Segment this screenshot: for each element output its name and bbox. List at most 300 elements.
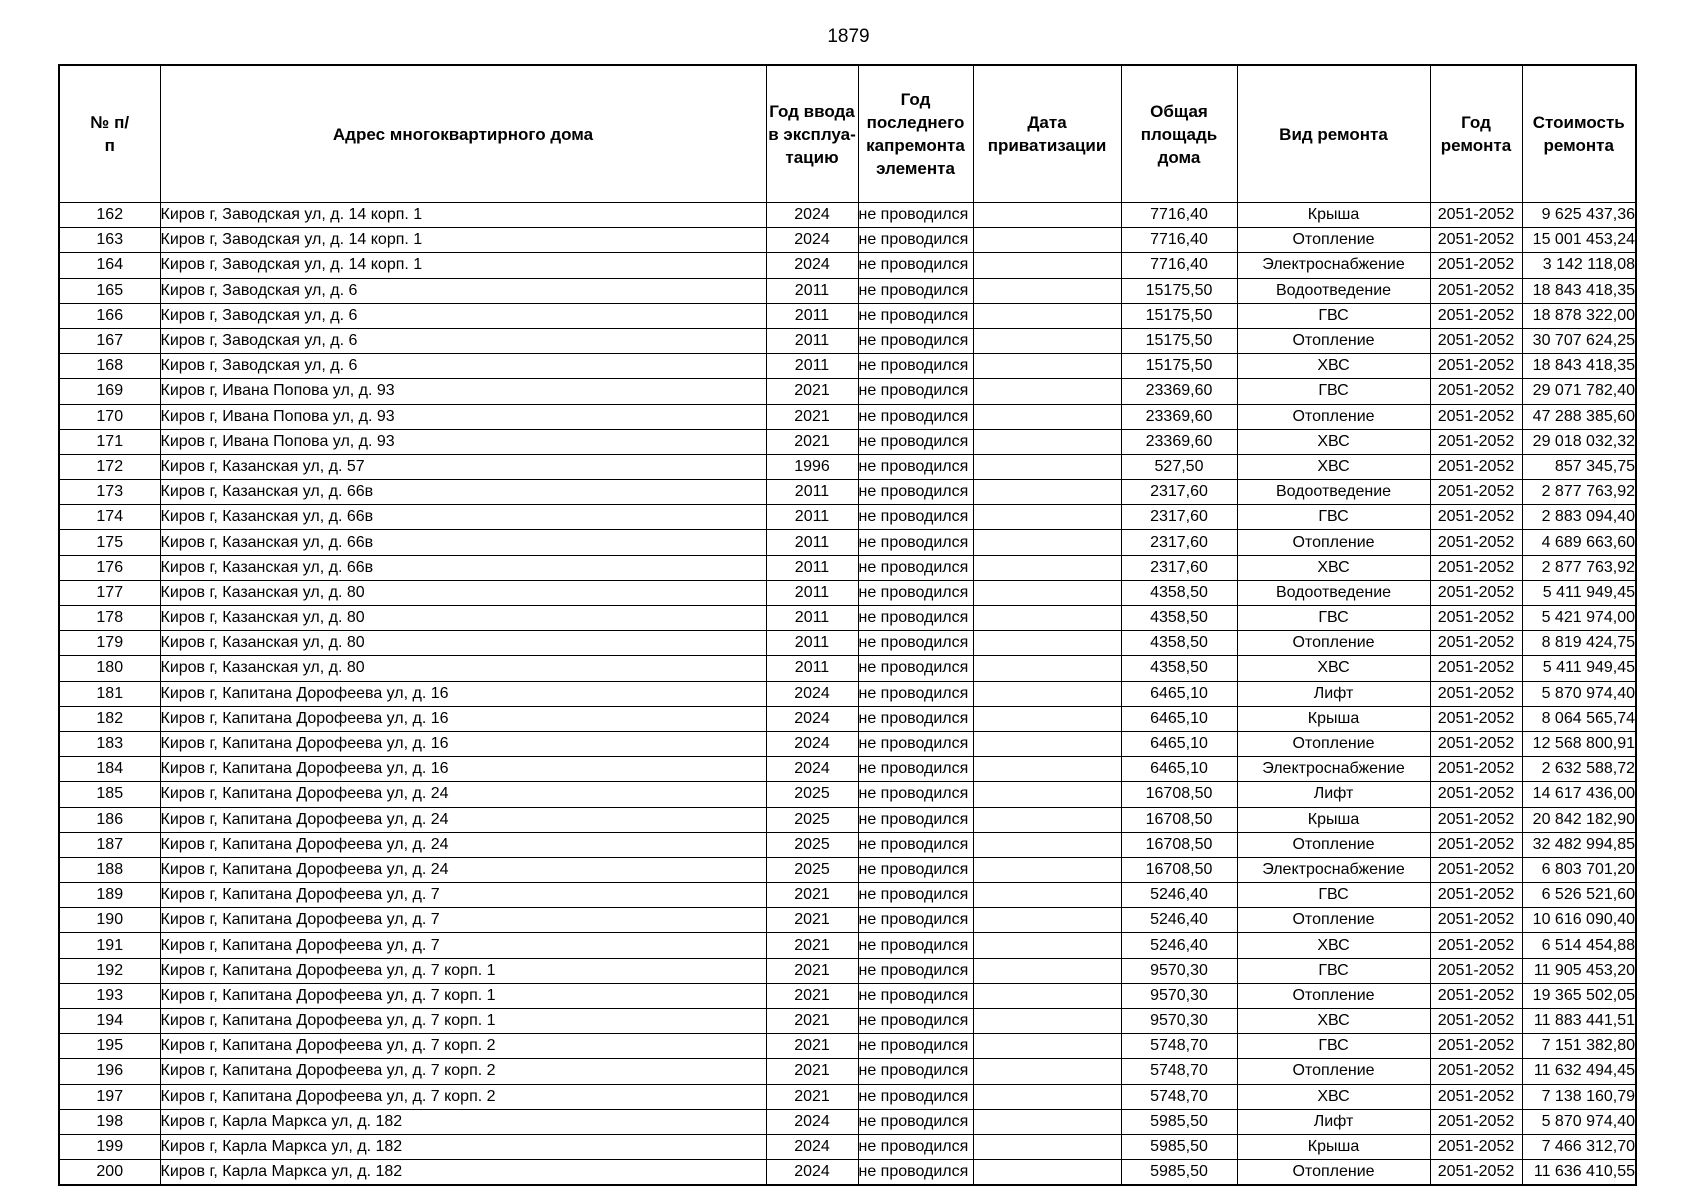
cell-num: 168: [59, 354, 160, 379]
cell-privatization: [973, 731, 1121, 756]
header-area: Общая площадь дома: [1121, 65, 1237, 203]
cell-num: 170: [59, 404, 160, 429]
cell-area: 16708,50: [1121, 782, 1237, 807]
cell-area: 5985,50: [1121, 1134, 1237, 1159]
cell-year-built: 1996: [766, 454, 858, 479]
table-row: [59, 555, 1636, 580]
cell-cost: 9 625 437,36: [1522, 203, 1636, 228]
table-row: [59, 454, 1636, 479]
cell-repair-type: Отопление: [1237, 404, 1430, 429]
cell-privatization: [973, 303, 1121, 328]
cell-num: 175: [59, 530, 160, 555]
cell-year-built: 2024: [766, 731, 858, 756]
cell-last-repair: не проводился: [858, 379, 973, 404]
cell-cost: 12 568 800,91: [1522, 731, 1636, 756]
cell-repair-year: 2051-2052: [1430, 731, 1522, 756]
cell-privatization: [973, 1034, 1121, 1059]
cell-address: Киров г, Заводская ул, д. 14 корп. 1: [160, 228, 766, 253]
cell-cost: 5 411 949,45: [1522, 580, 1636, 605]
cell-cost: 5 411 949,45: [1522, 656, 1636, 681]
cell-address: Киров г, Капитана Дорофеева ул, д. 7: [160, 883, 766, 908]
cell-privatization: [973, 203, 1121, 228]
table-row: [59, 1009, 1636, 1034]
table-row: [59, 908, 1636, 933]
cell-cost: 29 071 782,40: [1522, 379, 1636, 404]
table-row: [59, 983, 1636, 1008]
cell-privatization: [973, 253, 1121, 278]
table-row: [59, 656, 1636, 681]
cell-address: Киров г, Карла Маркса ул, д. 182: [160, 1134, 766, 1159]
cell-area: 23369,60: [1121, 404, 1237, 429]
cell-cost: 4 689 663,60: [1522, 530, 1636, 555]
cell-address: Киров г, Капитана Дорофеева ул, д. 24: [160, 782, 766, 807]
cell-last-repair: не проводился: [858, 1034, 973, 1059]
cell-num: 165: [59, 278, 160, 303]
table-row: [59, 782, 1636, 807]
cell-repair-type: Отопление: [1237, 1160, 1430, 1186]
cell-repair-year: 2051-2052: [1430, 706, 1522, 731]
cell-cost: 32 482 994,85: [1522, 832, 1636, 857]
cell-cost: 3 142 118,08: [1522, 253, 1636, 278]
cell-num: 179: [59, 631, 160, 656]
cell-area: 7716,40: [1121, 253, 1237, 278]
cell-last-repair: не проводился: [858, 555, 973, 580]
cell-last-repair: не проводился: [858, 505, 973, 530]
cell-repair-year: 2051-2052: [1430, 606, 1522, 631]
cell-address: Киров г, Казанская ул, д. 66в: [160, 480, 766, 505]
cell-repair-year: 2051-2052: [1430, 782, 1522, 807]
table-row: [59, 1059, 1636, 1084]
cell-num: 194: [59, 1009, 160, 1034]
cell-area: 2317,60: [1121, 480, 1237, 505]
cell-area: 5246,40: [1121, 908, 1237, 933]
cell-repair-type: Отопление: [1237, 1059, 1430, 1084]
cell-area: 23369,60: [1121, 379, 1237, 404]
cell-num: 189: [59, 883, 160, 908]
cell-address: Киров г, Казанская ул, д. 66в: [160, 505, 766, 530]
cell-last-repair: не проводился: [858, 1084, 973, 1109]
repair-table: [58, 64, 1637, 1186]
cell-repair-year: 2051-2052: [1430, 555, 1522, 580]
cell-year-built: 2024: [766, 203, 858, 228]
cell-num: 164: [59, 253, 160, 278]
cell-year-built: 2011: [766, 580, 858, 605]
cell-last-repair: не проводился: [858, 681, 973, 706]
cell-privatization: [973, 580, 1121, 605]
cell-year-built: 2021: [766, 958, 858, 983]
cell-area: 15175,50: [1121, 278, 1237, 303]
cell-num: 166: [59, 303, 160, 328]
cell-privatization: [973, 555, 1121, 580]
cell-address: Киров г, Ивана Попова ул, д. 93: [160, 429, 766, 454]
cell-repair-year: 2051-2052: [1430, 1134, 1522, 1159]
cell-privatization: [973, 404, 1121, 429]
cell-last-repair: не проводился: [858, 1109, 973, 1134]
cell-privatization: [973, 1084, 1121, 1109]
cell-repair-type: Лифт: [1237, 782, 1430, 807]
cell-repair-type: Отопление: [1237, 908, 1430, 933]
cell-area: 6465,10: [1121, 706, 1237, 731]
cell-year-built: 2025: [766, 857, 858, 882]
cell-repair-year: 2051-2052: [1430, 757, 1522, 782]
cell-num: 178: [59, 606, 160, 631]
cell-cost: 29 018 032,32: [1522, 429, 1636, 454]
cell-last-repair: не проводился: [858, 807, 973, 832]
cell-address: Киров г, Капитана Дорофеева ул, д. 7: [160, 908, 766, 933]
cell-address: Киров г, Капитана Дорофеева ул, д. 16: [160, 681, 766, 706]
cell-address: Киров г, Капитана Дорофеева ул, д. 7 корп. 1: [160, 958, 766, 983]
cell-year-built: 2021: [766, 983, 858, 1008]
cell-address: Киров г, Заводская ул, д. 6: [160, 278, 766, 303]
cell-repair-year: 2051-2052: [1430, 454, 1522, 479]
cell-year-built: 2011: [766, 555, 858, 580]
table-row: [59, 857, 1636, 882]
cell-privatization: [973, 832, 1121, 857]
cell-num: 186: [59, 807, 160, 832]
cell-repair-type: Электроснабжение: [1237, 757, 1430, 782]
cell-address: Киров г, Капитана Дорофеева ул, д. 7 корп. 2: [160, 1034, 766, 1059]
cell-year-built: 2025: [766, 807, 858, 832]
cell-repair-year: 2051-2052: [1430, 656, 1522, 681]
cell-address: Киров г, Капитана Дорофеева ул, д. 24: [160, 807, 766, 832]
cell-address: Киров г, Казанская ул, д. 57: [160, 454, 766, 479]
table-row: [59, 958, 1636, 983]
cell-privatization: [973, 328, 1121, 353]
cell-repair-year: 2051-2052: [1430, 631, 1522, 656]
cell-area: 7716,40: [1121, 203, 1237, 228]
header-year-built: Год ввода в эксплуа-тацию: [766, 65, 858, 203]
cell-last-repair: не проводился: [858, 404, 973, 429]
table-row: [59, 1034, 1636, 1059]
cell-year-built: 2021: [766, 1084, 858, 1109]
header-address: Адрес многоквартирного дома: [160, 65, 766, 203]
cell-repair-type: ГВС: [1237, 883, 1430, 908]
cell-repair-type: ГВС: [1237, 303, 1430, 328]
cell-last-repair: не проводился: [858, 656, 973, 681]
cell-repair-type: Водоотведение: [1237, 480, 1430, 505]
cell-repair-type: Отопление: [1237, 731, 1430, 756]
cell-repair-type: ГВС: [1237, 958, 1430, 983]
header-cost: Стоимость ремонта: [1522, 65, 1636, 203]
cell-area: 2317,60: [1121, 530, 1237, 555]
cell-address: Киров г, Карла Маркса ул, д. 182: [160, 1109, 766, 1134]
cell-area: 9570,30: [1121, 958, 1237, 983]
table-row: [59, 631, 1636, 656]
cell-privatization: [973, 983, 1121, 1008]
cell-cost: 11 636 410,55: [1522, 1160, 1636, 1186]
cell-repair-type: ХВС: [1237, 656, 1430, 681]
cell-repair-type: ХВС: [1237, 933, 1430, 958]
cell-address: Киров г, Ивана Попова ул, д. 93: [160, 404, 766, 429]
cell-cost: 11 632 494,45: [1522, 1059, 1636, 1084]
cell-num: 176: [59, 555, 160, 580]
cell-year-built: 2011: [766, 631, 858, 656]
cell-area: 16708,50: [1121, 857, 1237, 882]
cell-year-built: 2021: [766, 933, 858, 958]
cell-num: 177: [59, 580, 160, 605]
cell-num: 172: [59, 454, 160, 479]
cell-last-repair: не проводился: [858, 580, 973, 605]
cell-cost: 18 843 418,35: [1522, 278, 1636, 303]
cell-year-built: 2024: [766, 1134, 858, 1159]
cell-area: 5748,70: [1121, 1084, 1237, 1109]
header-privatization: Дата приватизации: [973, 65, 1121, 203]
cell-privatization: [973, 228, 1121, 253]
cell-cost: 30 707 624,25: [1522, 328, 1636, 353]
cell-cost: 20 842 182,90: [1522, 807, 1636, 832]
table-row: [59, 530, 1636, 555]
cell-cost: 10 616 090,40: [1522, 908, 1636, 933]
cell-address: Киров г, Капитана Дорофеева ул, д. 7 корп. 1: [160, 1009, 766, 1034]
cell-repair-year: 2051-2052: [1430, 404, 1522, 429]
cell-last-repair: не проводился: [858, 1009, 973, 1034]
cell-address: Киров г, Капитана Дорофеева ул, д. 16: [160, 731, 766, 756]
cell-repair-type: Крыша: [1237, 1134, 1430, 1159]
cell-num: 195: [59, 1034, 160, 1059]
cell-num: 185: [59, 782, 160, 807]
cell-last-repair: не проводился: [858, 832, 973, 857]
cell-address: Киров г, Заводская ул, д. 6: [160, 354, 766, 379]
cell-privatization: [973, 656, 1121, 681]
cell-year-built: 2011: [766, 328, 858, 353]
cell-repair-type: Лифт: [1237, 681, 1430, 706]
cell-repair-type: Отопление: [1237, 631, 1430, 656]
cell-repair-type: Крыша: [1237, 807, 1430, 832]
cell-privatization: [973, 379, 1121, 404]
table-row: [59, 681, 1636, 706]
cell-cost: 857 345,75: [1522, 454, 1636, 479]
table-row: [59, 933, 1636, 958]
cell-repair-type: Электроснабжение: [1237, 253, 1430, 278]
cell-area: 5246,40: [1121, 883, 1237, 908]
cell-year-built: 2024: [766, 706, 858, 731]
cell-last-repair: не проводился: [858, 1134, 973, 1159]
cell-last-repair: не проводился: [858, 933, 973, 958]
cell-area: 527,50: [1121, 454, 1237, 479]
cell-year-built: 2025: [766, 832, 858, 857]
cell-area: 4358,50: [1121, 631, 1237, 656]
cell-repair-year: 2051-2052: [1430, 1034, 1522, 1059]
cell-repair-year: 2051-2052: [1430, 1109, 1522, 1134]
cell-num: 182: [59, 706, 160, 731]
cell-num: 174: [59, 505, 160, 530]
cell-repair-year: 2051-2052: [1430, 832, 1522, 857]
cell-last-repair: не проводился: [858, 757, 973, 782]
cell-area: 4358,50: [1121, 606, 1237, 631]
cell-year-built: 2024: [766, 228, 858, 253]
cell-year-built: 2021: [766, 883, 858, 908]
cell-repair-type: ХВС: [1237, 555, 1430, 580]
cell-repair-type: Водоотведение: [1237, 278, 1430, 303]
cell-address: Киров г, Заводская ул, д. 14 корп. 1: [160, 253, 766, 278]
cell-address: Киров г, Капитана Дорофеева ул, д. 24: [160, 832, 766, 857]
cell-privatization: [973, 1109, 1121, 1134]
cell-repair-year: 2051-2052: [1430, 883, 1522, 908]
cell-num: 198: [59, 1109, 160, 1134]
cell-cost: 14 617 436,00: [1522, 782, 1636, 807]
cell-num: 173: [59, 480, 160, 505]
cell-address: Киров г, Капитана Дорофеева ул, д. 7 корп. 2: [160, 1084, 766, 1109]
table-row: [59, 1084, 1636, 1109]
cell-address: Киров г, Казанская ул, д. 80: [160, 580, 766, 605]
cell-privatization: [973, 1160, 1121, 1186]
table-row: [59, 580, 1636, 605]
cell-num: 187: [59, 832, 160, 857]
table-row: [59, 379, 1636, 404]
cell-last-repair: не проводился: [858, 354, 973, 379]
cell-area: 5985,50: [1121, 1109, 1237, 1134]
cell-address: Киров г, Казанская ул, д. 66в: [160, 555, 766, 580]
cell-last-repair: не проводился: [858, 706, 973, 731]
cell-repair-year: 2051-2052: [1430, 429, 1522, 454]
cell-cost: 2 883 094,40: [1522, 505, 1636, 530]
cell-repair-year: 2051-2052: [1430, 933, 1522, 958]
cell-address: Киров г, Карла Маркса ул, д. 182: [160, 1160, 766, 1186]
cell-repair-year: 2051-2052: [1430, 807, 1522, 832]
table-row: [59, 303, 1636, 328]
cell-area: 4358,50: [1121, 656, 1237, 681]
cell-num: 180: [59, 656, 160, 681]
cell-privatization: [973, 1059, 1121, 1084]
cell-privatization: [973, 681, 1121, 706]
cell-repair-type: Электроснабжение: [1237, 857, 1430, 882]
cell-num: 169: [59, 379, 160, 404]
cell-privatization: [973, 429, 1121, 454]
cell-num: 163: [59, 228, 160, 253]
cell-year-built: 2021: [766, 1034, 858, 1059]
table-row: [59, 731, 1636, 756]
cell-privatization: [973, 278, 1121, 303]
cell-area: 5748,70: [1121, 1059, 1237, 1084]
cell-last-repair: не проводился: [858, 1160, 973, 1186]
cell-address: Киров г, Капитана Дорофеева ул, д. 7: [160, 933, 766, 958]
cell-year-built: 2011: [766, 606, 858, 631]
cell-last-repair: не проводился: [858, 203, 973, 228]
header-repair-year: Год ремонта: [1430, 65, 1522, 203]
cell-repair-year: 2051-2052: [1430, 908, 1522, 933]
table-row: [59, 832, 1636, 857]
cell-address: Киров г, Заводская ул, д. 6: [160, 303, 766, 328]
cell-repair-type: ХВС: [1237, 354, 1430, 379]
cell-cost: 2 877 763,92: [1522, 480, 1636, 505]
cell-repair-year: 2051-2052: [1430, 379, 1522, 404]
cell-area: 23369,60: [1121, 429, 1237, 454]
cell-cost: 11 883 441,51: [1522, 1009, 1636, 1034]
cell-cost: 18 843 418,35: [1522, 354, 1636, 379]
cell-repair-type: ХВС: [1237, 1084, 1430, 1109]
cell-privatization: [973, 1134, 1121, 1159]
cell-privatization: [973, 480, 1121, 505]
cell-year-built: 2011: [766, 354, 858, 379]
cell-num: 190: [59, 908, 160, 933]
cell-repair-year: 2051-2052: [1430, 354, 1522, 379]
table-header-row: [59, 65, 1636, 203]
cell-year-built: 2024: [766, 253, 858, 278]
cell-repair-type: Крыша: [1237, 706, 1430, 731]
table-row: [59, 228, 1636, 253]
table-body: [59, 203, 1636, 1186]
cell-num: 181: [59, 681, 160, 706]
cell-num: 199: [59, 1134, 160, 1159]
cell-repair-year: 2051-2052: [1430, 278, 1522, 303]
cell-cost: 8 064 565,74: [1522, 706, 1636, 731]
table-row: [59, 1160, 1636, 1186]
cell-num: 200: [59, 1160, 160, 1186]
cell-year-built: 2011: [766, 656, 858, 681]
cell-repair-year: 2051-2052: [1430, 1084, 1522, 1109]
cell-cost: 6 526 521,60: [1522, 883, 1636, 908]
cell-repair-type: ГВС: [1237, 1034, 1430, 1059]
cell-repair-type: ГВС: [1237, 379, 1430, 404]
cell-cost: 7 138 160,79: [1522, 1084, 1636, 1109]
cell-cost: 7 466 312,70: [1522, 1134, 1636, 1159]
table-row: [59, 354, 1636, 379]
cell-address: Киров г, Капитана Дорофеева ул, д. 16: [160, 757, 766, 782]
cell-year-built: 2021: [766, 429, 858, 454]
cell-num: 183: [59, 731, 160, 756]
cell-repair-year: 2051-2052: [1430, 480, 1522, 505]
cell-cost: 18 878 322,00: [1522, 303, 1636, 328]
cell-privatization: [973, 757, 1121, 782]
cell-year-built: 2021: [766, 1009, 858, 1034]
table-row: [59, 757, 1636, 782]
table-row: [59, 807, 1636, 832]
cell-area: 6465,10: [1121, 731, 1237, 756]
cell-repair-year: 2051-2052: [1430, 203, 1522, 228]
cell-privatization: [973, 908, 1121, 933]
cell-cost: 6 514 454,88: [1522, 933, 1636, 958]
cell-repair-type: ГВС: [1237, 505, 1430, 530]
cell-year-built: 2011: [766, 505, 858, 530]
cell-repair-type: ХВС: [1237, 1009, 1430, 1034]
cell-year-built: 2011: [766, 530, 858, 555]
cell-repair-year: 2051-2052: [1430, 530, 1522, 555]
cell-repair-year: 2051-2052: [1430, 681, 1522, 706]
cell-cost: 7 151 382,80: [1522, 1034, 1636, 1059]
cell-privatization: [973, 857, 1121, 882]
cell-last-repair: не проводился: [858, 228, 973, 253]
cell-repair-year: 2051-2052: [1430, 580, 1522, 605]
cell-privatization: [973, 782, 1121, 807]
cell-num: 188: [59, 857, 160, 882]
cell-year-built: 2021: [766, 908, 858, 933]
cell-privatization: [973, 958, 1121, 983]
cell-last-repair: не проводился: [858, 303, 973, 328]
cell-address: Киров г, Казанская ул, д. 66в: [160, 530, 766, 555]
cell-privatization: [973, 530, 1121, 555]
cell-cost: 2 877 763,92: [1522, 555, 1636, 580]
cell-area: 7716,40: [1121, 228, 1237, 253]
table-row: [59, 253, 1636, 278]
cell-cost: 6 803 701,20: [1522, 857, 1636, 882]
cell-area: 4358,50: [1121, 580, 1237, 605]
cell-area: 9570,30: [1121, 1009, 1237, 1034]
cell-repair-type: ХВС: [1237, 429, 1430, 454]
cell-area: 9570,30: [1121, 983, 1237, 1008]
cell-area: 6465,10: [1121, 757, 1237, 782]
cell-cost: 15 001 453,24: [1522, 228, 1636, 253]
header-num: № п/п: [59, 65, 160, 203]
cell-cost: 47 288 385,60: [1522, 404, 1636, 429]
cell-address: Киров г, Казанская ул, д. 80: [160, 656, 766, 681]
cell-cost: 5 870 974,40: [1522, 1109, 1636, 1134]
cell-num: 167: [59, 328, 160, 353]
cell-last-repair: не проводился: [858, 328, 973, 353]
cell-area: 5748,70: [1121, 1034, 1237, 1059]
cell-area: 2317,60: [1121, 555, 1237, 580]
cell-num: 197: [59, 1084, 160, 1109]
cell-address: Киров г, Казанская ул, д. 80: [160, 631, 766, 656]
